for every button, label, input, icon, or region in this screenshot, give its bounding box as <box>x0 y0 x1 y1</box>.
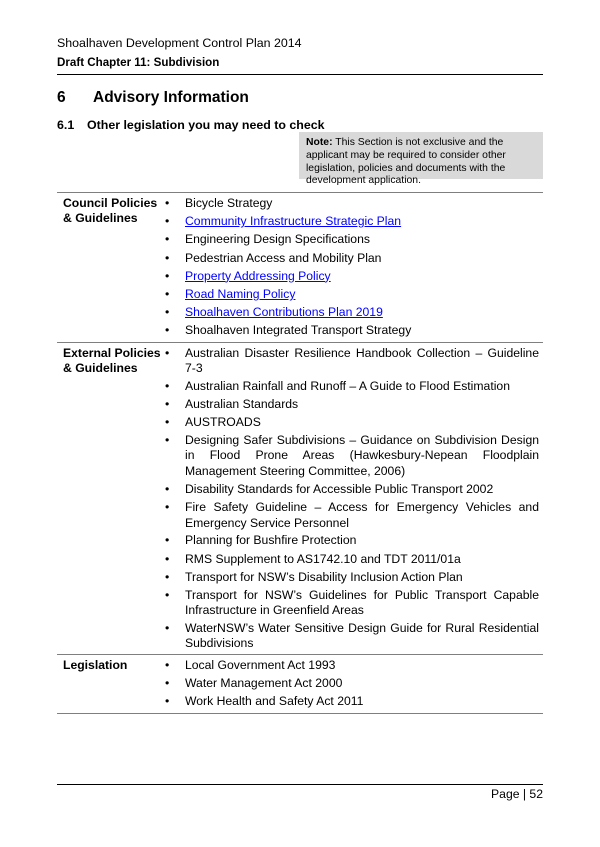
list-item <box>161 251 539 266</box>
bullet-icon: • <box>165 694 170 709</box>
document-link[interactable]: Community Infrastructure Strategic Plan <box>185 214 402 229</box>
list-item-text: Fire Safety Guideline – Access for Emergency Vehicles and Emergency Service Personnel <box>185 500 539 530</box>
page-number: Page | 52 <box>491 787 543 801</box>
bullet-icon: • <box>165 569 170 584</box>
bullet-icon: • <box>165 676 170 691</box>
bullet-icon: • <box>165 378 170 393</box>
table-row-divider <box>57 192 543 193</box>
bullet-icon: • <box>165 533 170 548</box>
list-item-text: Shoalhaven Integrated Transport Strategy <box>185 323 412 338</box>
list-item <box>161 269 539 284</box>
header-chapter: Draft Chapter 11: Subdivision <box>57 56 220 69</box>
list-item-text: Work Health and Safety Act 2011 <box>185 694 364 709</box>
list-item <box>161 552 539 567</box>
list-item-text: Australian Rainfall and Runoff – A Guide to Flood Estimation <box>185 378 510 393</box>
bullet-icon: • <box>165 305 170 320</box>
note-label: Note: <box>306 137 333 148</box>
list-item-text: AUSTROADS <box>185 415 261 429</box>
list-item-text: RMS Supplement to AS1742.10 and TDT 2011/01a <box>185 551 461 566</box>
list-item <box>161 694 539 709</box>
document-link[interactable]: Property Addressing Policy <box>185 268 331 283</box>
list-item <box>161 500 539 530</box>
bullet-icon: • <box>165 250 170 265</box>
list-item <box>161 196 539 211</box>
list-item-text: Designing Safer Subdivisions – Guidance on Subdivision Design in Flood Prone Areas (Hawkesbury-Nepean Floodplain Management Steering Committee, 2006) <box>185 433 539 478</box>
list-item <box>161 305 539 320</box>
list-item-text: Australian Disaster Resilience Handbook Collection – Guideline 7-3 <box>185 345 539 375</box>
section-title: Advisory Information <box>93 89 249 106</box>
list-item-text: Australian Standards <box>185 396 299 411</box>
list-item <box>161 482 539 497</box>
list-item <box>161 346 539 376</box>
table-row-divider <box>57 342 543 343</box>
list-item <box>161 533 539 548</box>
bullet-icon: • <box>165 482 170 497</box>
table-row-label: Legislation <box>63 658 128 672</box>
list-item <box>161 676 539 691</box>
bullet-icon: • <box>165 345 170 360</box>
list-item <box>161 214 539 229</box>
section-number: 6 <box>57 89 66 106</box>
list-item <box>161 433 539 479</box>
document-link[interactable]: Road Naming Policy <box>185 287 296 301</box>
bullet-icon: • <box>165 621 170 635</box>
bullet-icon: • <box>165 287 170 301</box>
list-item-text: Water Management Act 2000 <box>185 676 343 691</box>
bullet-icon: • <box>165 214 170 229</box>
note-text: This Section is not exclusive and the applicant may be required to consider other legislation, policies and documents with the development application. <box>306 137 506 187</box>
list-item-text: Transport for NSW’s Disability Inclusion Action Plan <box>185 569 463 584</box>
table-row-label: External Policies & Guidelines <box>63 345 161 375</box>
bullet-icon: • <box>165 658 170 672</box>
bullet-icon: • <box>165 415 170 429</box>
list-item <box>161 232 539 247</box>
bullet-icon: • <box>165 500 170 515</box>
bullet-icon: • <box>165 551 170 566</box>
list-item <box>161 287 539 302</box>
list-item <box>161 397 539 412</box>
list-item-text: Disability Standards for Accessible Public Transport 2002 <box>185 482 494 497</box>
list-item-text: Local Government Act 1993 <box>185 658 336 672</box>
list-item-text: Pedestrian Access and Mobility Plan <box>185 250 382 265</box>
list-item <box>161 570 539 585</box>
table-row-divider <box>57 654 543 655</box>
list-item-text: Engineering Design Specifications <box>185 232 370 247</box>
bullet-icon: • <box>165 588 170 602</box>
bullet-icon: • <box>165 232 170 247</box>
table-row-divider <box>57 713 543 714</box>
list-item-text: WaterNSW’s Water Sensitive Design Guide for Rural Residential Subdivisions <box>185 621 539 651</box>
list-item <box>161 621 539 651</box>
document-link[interactable]: Shoalhaven Contributions Plan 2019 <box>185 305 383 320</box>
list-item <box>161 658 539 673</box>
table-row-label: Council Policies & Guidelines <box>63 196 158 226</box>
bullet-icon: • <box>165 323 170 338</box>
list-item-text: Bicycle Strategy <box>185 196 273 210</box>
subsection-title: Other legislation you may need to check <box>87 118 325 132</box>
bullet-icon: • <box>165 396 170 411</box>
header-title: Shoalhaven Development Control Plan 2014 <box>57 36 302 50</box>
bullet-icon: • <box>165 433 170 448</box>
list-item-text: Transport for NSW’s Guidelines for Public Transport Capable Infrastructure in Greenfield Areas <box>185 588 539 618</box>
list-item <box>161 379 539 394</box>
note-box <box>299 132 543 187</box>
footer-divider <box>57 784 543 785</box>
list-item <box>161 588 539 618</box>
bullet-icon: • <box>165 268 170 283</box>
subsection-number: 6.1 <box>57 118 75 132</box>
list-item <box>161 415 539 430</box>
list-item <box>161 323 539 338</box>
bullet-icon: • <box>165 196 170 210</box>
header-divider <box>57 74 543 75</box>
list-item-text: Planning for Bushfire Protection <box>185 533 357 548</box>
